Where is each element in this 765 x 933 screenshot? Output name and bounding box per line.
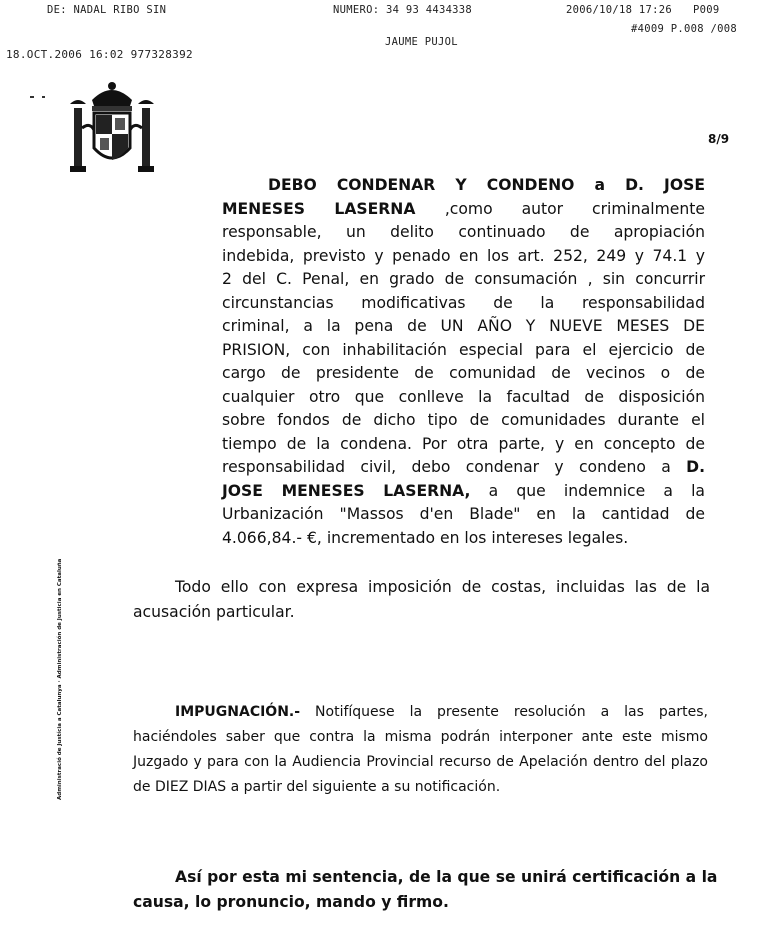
bold-text: Así por esta mi sentencia, de la que se unirá certificación a la [175,868,718,886]
text: Todo ello con expresa imposición de costas, incluidas las de la [175,578,710,596]
fax-speck [30,96,34,98]
text: Juzgado y para con la Audiencia Provincial recurso de Apelación dentro del plazo [133,754,708,770]
fax-sender: DE: NADAL RIBO SIN [47,4,167,16]
paragraph-1-line [222,505,705,523]
text: Urbanización "Massos d'en Blade" en la cantidad de [222,505,705,523]
fax-datetime: 2006/10/18 17:26 [566,4,672,16]
paragraph-1-line [222,247,705,265]
paragraph-1-line [222,270,705,288]
text: criminal, a la pena de UN AÑO Y NUEVE MESES DE [222,317,705,335]
text: sobre fondos de dicho tipo de comunidades durante el [222,411,705,429]
bold-text: causa, lo pronuncio, mando y firmo. [133,893,449,911]
text: responsabilidad civil, debo condenar y condeno a [222,458,687,476]
text: haciéndoles saber que contra la misma podrán interponer ante este mismo [133,729,708,745]
text: cualquier otro que conlleve la facultad de disposición [222,387,705,406]
bold-text: IMPUGNACIÓN.- [175,704,301,720]
paragraph-1-line [222,482,705,500]
paragraph-1-line [222,458,705,476]
text: de DIEZ DIAS a partir del siguiente a su notificación. [133,779,501,795]
paragraph-4-line [133,893,449,911]
side-margin-text: Administració de Justícia a Catalunya · Administración de Justicia en Cataluña [57,558,63,800]
paragraph-3-line [133,729,708,745]
bold-text: D. [686,458,705,476]
fax-sent-stamp: 18.OCT.2006 16:02 977328392 [6,48,193,61]
bold-text: MENESES LASERNA [222,199,445,218]
fax-job: #4009 P.008 /008 [631,23,737,35]
text: responsable, un delito continuado de apropiación [222,223,705,241]
paragraph-3-line [133,779,533,795]
fax-number: NUMERO: 34 93 4434338 [333,4,473,16]
text: a que indemnice a la [470,481,705,500]
paragraph-1-line [268,176,705,194]
coat-of-arms-icon [62,78,162,183]
paragraph-1-line [222,317,705,335]
text: Notifíquese la presente resolución a las partes, [300,704,708,720]
paragraph-1-line [222,364,705,382]
text: 2 del C. Penal, en grado de consumación , sin concurrir [222,270,705,288]
fax-recipient: JAUME PUJOL [385,36,458,48]
paragraph-1-line [222,200,705,218]
paragraph-1-line [222,294,705,312]
text: 4.066,84.- €, incrementado en los intereses legales. [222,528,629,547]
text: indebida, previsto y penado en los art. 252, 249 y 74.1 y [222,246,705,265]
text: circunstancias modificativas de la responsabilidad [222,293,705,312]
paragraph-4-line [175,868,718,886]
paragraph-3-line [175,704,708,720]
paragraph-2-line [133,603,433,621]
page-number: 8/9 [708,132,730,146]
paragraph-1-line [222,223,705,241]
text: acusación particular. [133,603,295,621]
text: cargo de presidente de comunidad de vecinos o de [222,364,705,382]
text: tiempo de la condena. Por otra parte, y en concepto de [222,434,705,453]
paragraph-2-line [175,578,710,596]
fax-speck [42,96,45,98]
text: ,como autor criminalmente [444,199,705,218]
paragraph-1-line [222,529,705,547]
paragraph-1-line [222,411,705,429]
paragraph-1-line [222,388,705,406]
text: PRISION, con inhabilitación especial para el ejercicio de [222,340,705,359]
paragraph-3-line [133,754,708,770]
bold-text: DEBO CONDENAR Y CONDENO a D. JOSE [268,176,705,194]
bold-text: JOSE MENESES LASERNA, [222,481,471,500]
fax-page-code: P009 [693,4,720,16]
paragraph-1-line [222,341,705,359]
paragraph-1-line [222,435,705,453]
